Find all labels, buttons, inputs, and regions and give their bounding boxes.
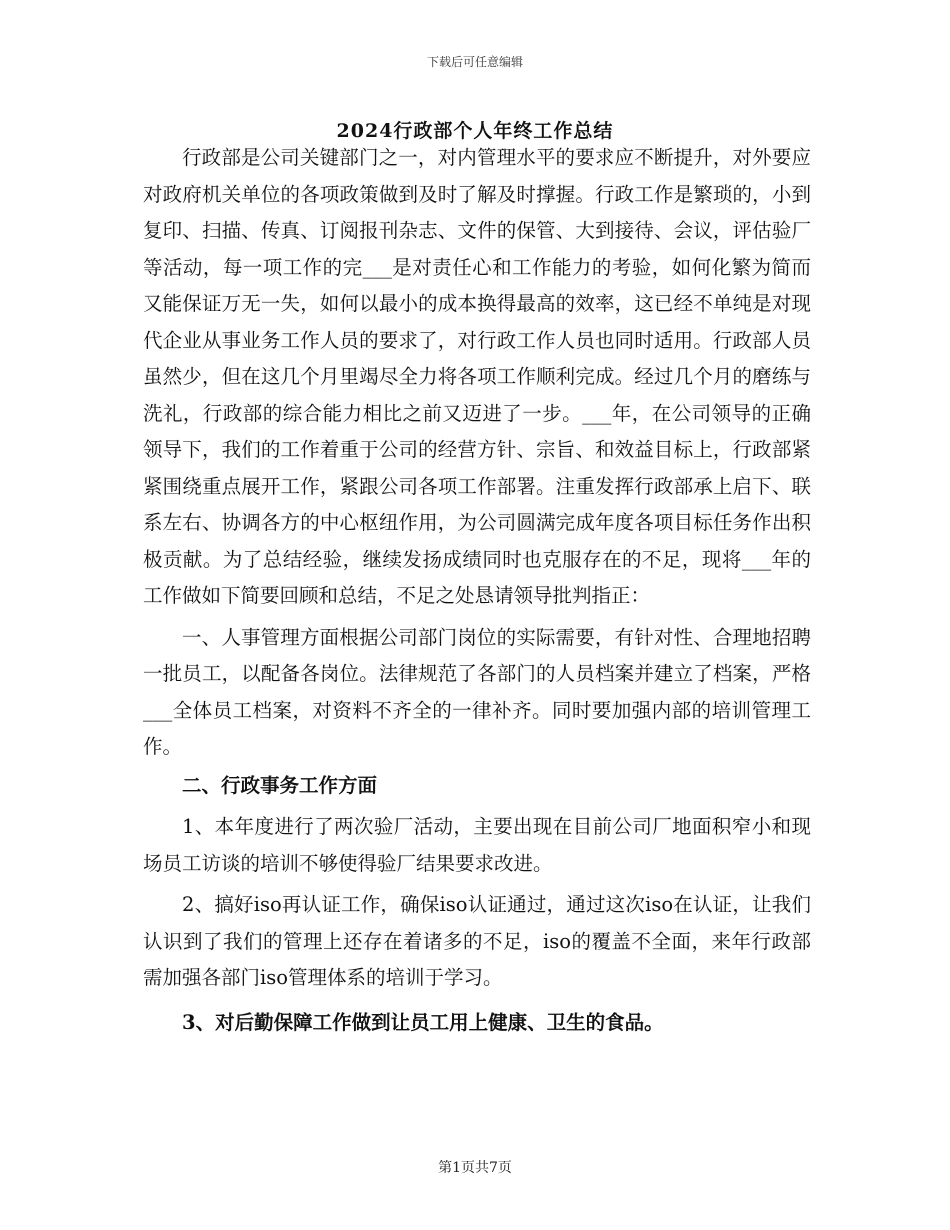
paragraph-item-1: 1、本年度进行了两次验厂活动，主要出现在目前公司厂地面积窄小和现场员工访谈的培训不够使得验厂结果要求改进。 (143, 815, 811, 875)
section-heading-admin-affairs: 二、行政事务工作方面 (182, 773, 378, 797)
paragraph-intro: 行政部是公司关键部门之一，对内管理水平的要求应不断提升，对外要应对政府机关单位的各项政策做到及时了解及时撑握。行政工作是繁琐的，小到复印、扫描、传真、订阅报刊杂志、文件的保管、大到接待、会议，评估验厂等活动，每一项工作的完___是对责任心和工作能力的考验，如何化繁为简而又能保证万无一失，如何以最小的成本换得最高的效率，这已经不单纯是对现代企业从事业务工作人员的要求了，对行政工作人员也同时适用。行政部人员虽然少，但在这几个月里竭尽全力将各项工作顺利完成。经过几个月的磨练与洗礼，行政部的综合能力相比之前又迈进了一步。___年，在公司领导的正确领导下，我们的工作着重于公司的经营方针、宗旨、和效益目标上，行政部紧紧围绕重点展开工作，紧跟公司各项工作部署。注重发挥行政部承上启下、联系左右、协调各方的中心枢纽作用，为公司圆满完成年度各项目标任务作出积极贡献。为了总结经验，继续发扬成绩同时也克服存在的不足，现将___年的工作做如下简要回顾和总结，不足之处恳请领导批判指正： (143, 146, 811, 607)
document-title: 2024行政部个人年终工作总结 (336, 120, 614, 142)
paragraph-item-3: 3、对后勤保障工作做到让员工用上健康、卫生的食品。 (182, 1010, 664, 1034)
paragraph-item-2: 2、搞好iso再认证工作，确保iso认证通过，通过这次iso在认证，让我们认识到了我们的管理上还存在着诸多的不足，iso的覆盖不全面，来年行政部需加强各部门iso管理体系的培训于学习。 (143, 893, 811, 989)
header-note: 下载后可任意编辑 (426, 55, 523, 69)
document-body (143, 140, 811, 1041)
paragraph-personnel: 一、人事管理方面根据公司部门岗位的实际需要，有针对性、合理地招聘一批员工，以配备各岗位。法律规范了各部门的人员档案并建立了档案，严格___全体员工档案，对资料不齐全的一律补齐。同时要加强内部的培训管理工作。 (143, 625, 811, 758)
page-footer: 第1页共7页 (438, 1160, 512, 1176)
